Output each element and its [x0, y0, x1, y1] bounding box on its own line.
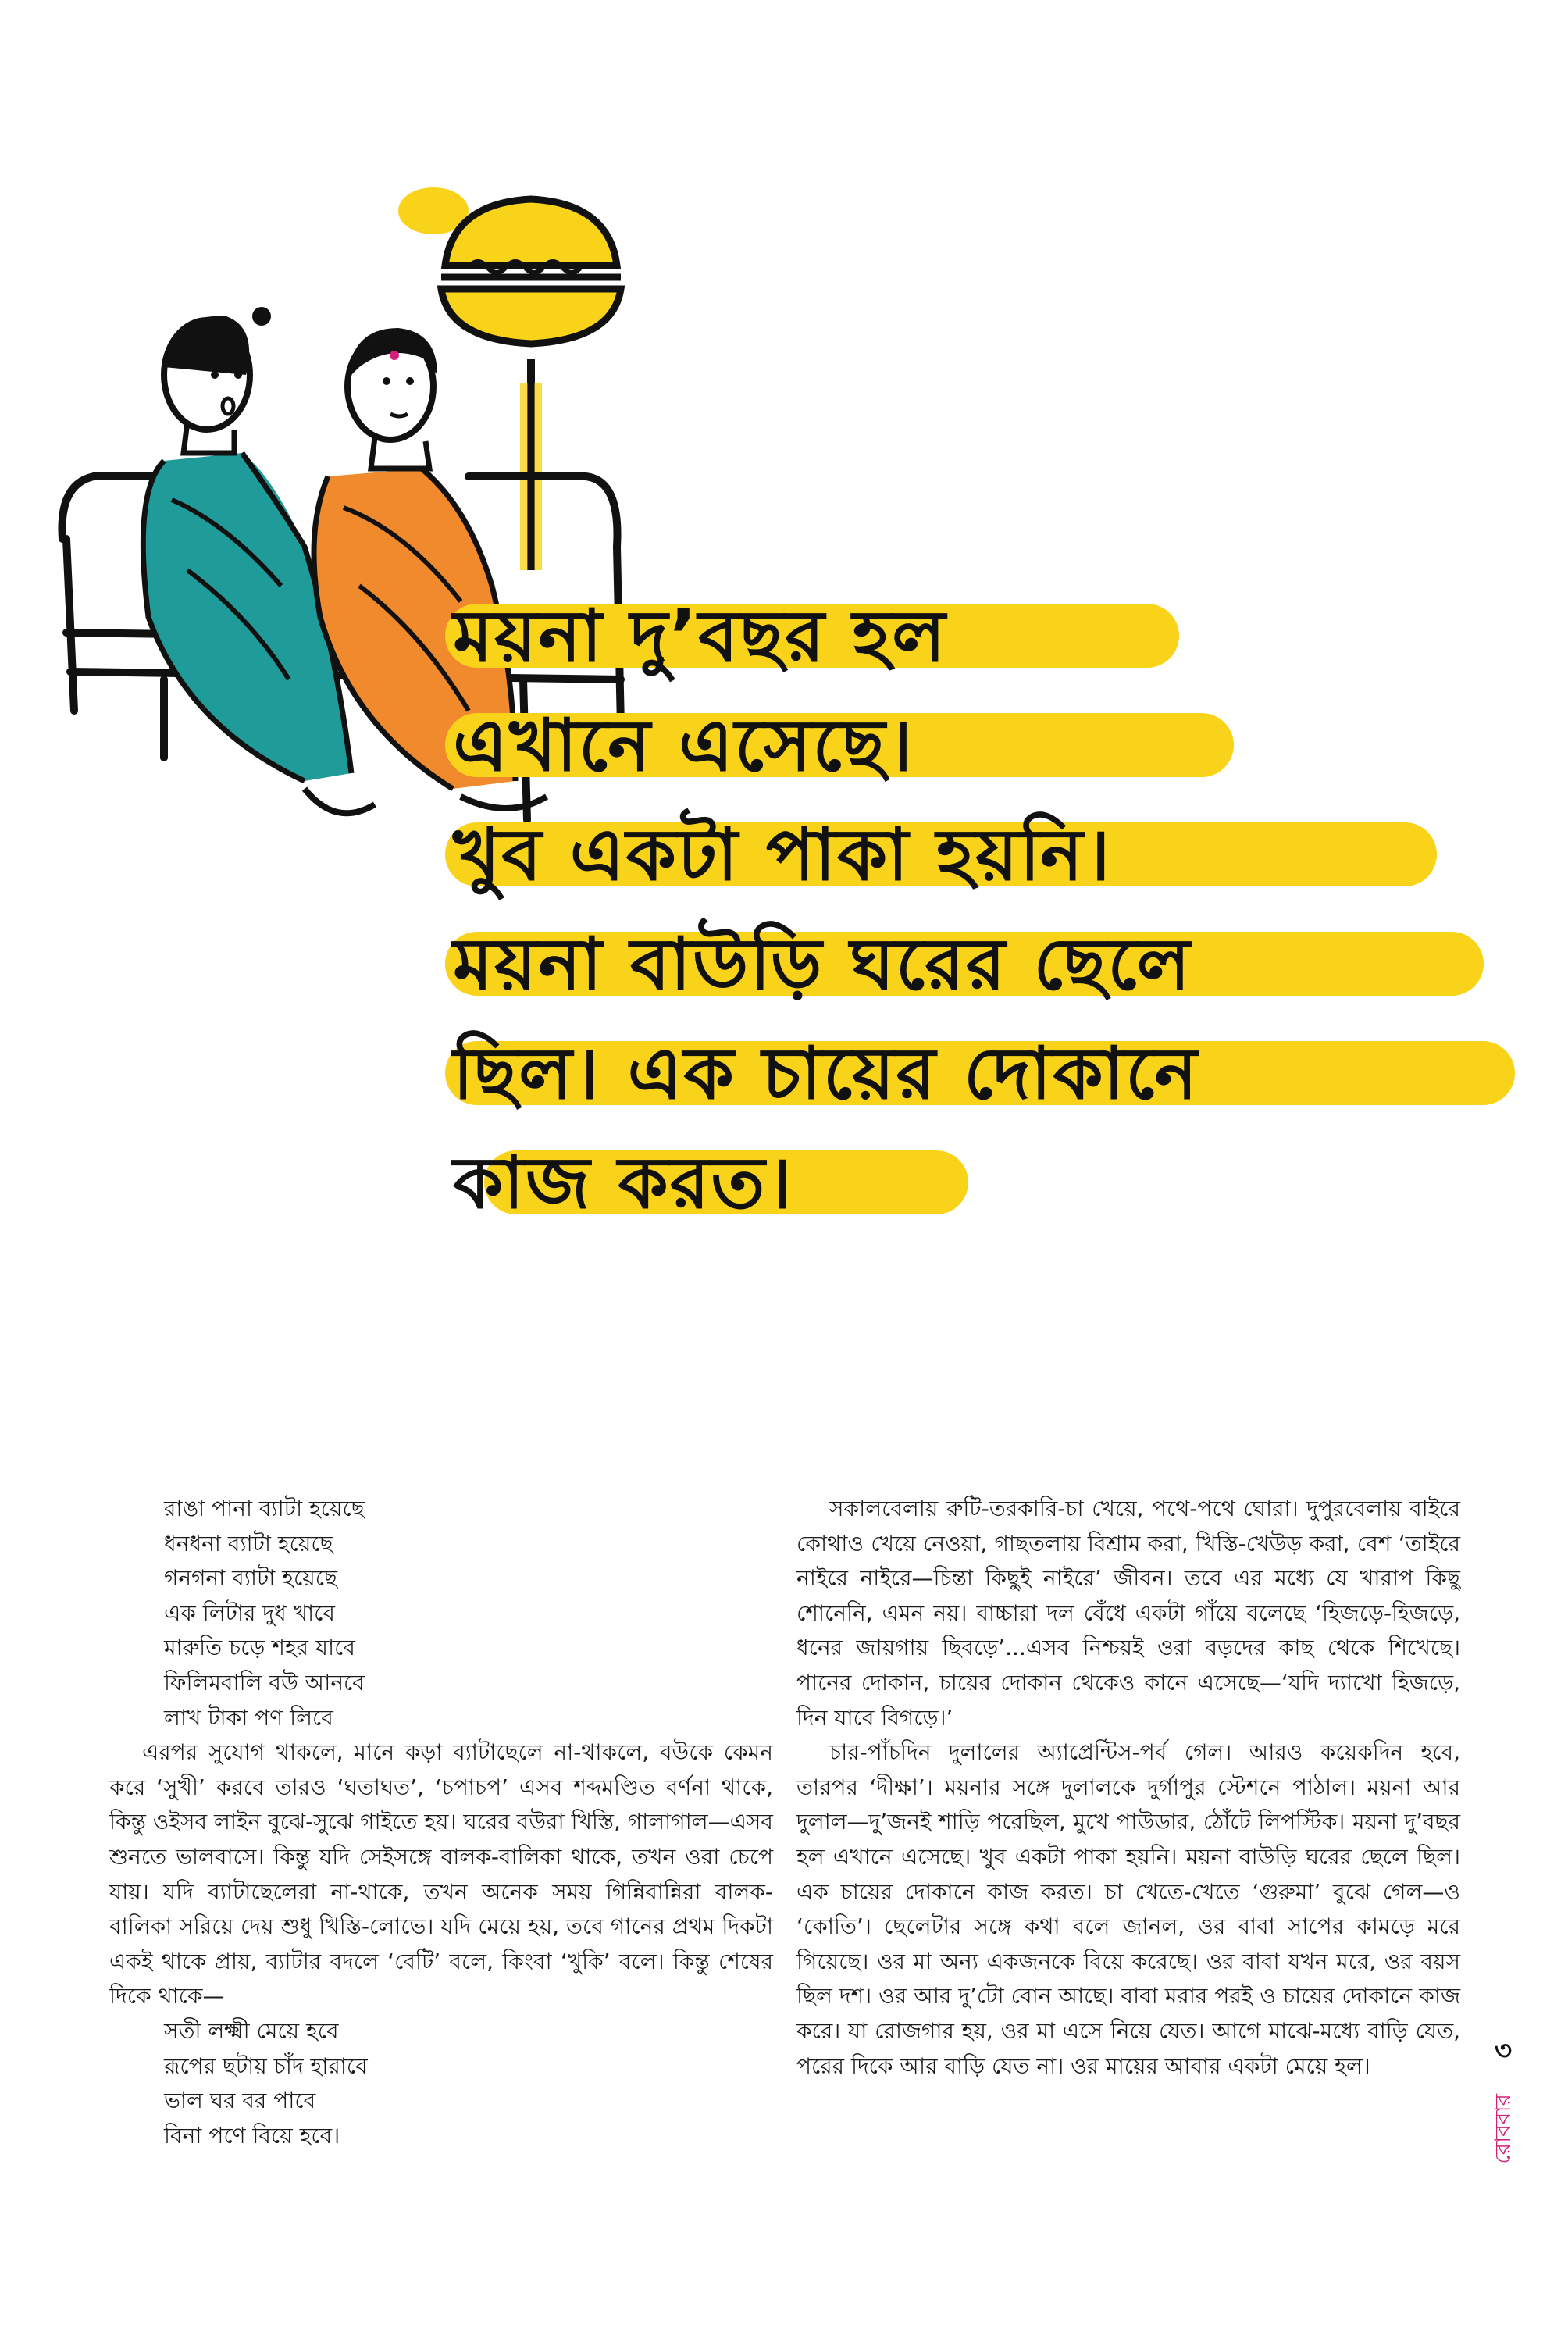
- right-column: [796, 1492, 1460, 2084]
- verse-line: ফিলিমবালি বউ আনবে: [164, 1669, 365, 1696]
- headline-text: খুব একটা পাকা হয়নি।: [453, 813, 1112, 897]
- verse-line: ধনধনা ব্যাটা হয়েছে: [164, 1530, 333, 1557]
- verse-line: রাঙা পানা ব্যাটা হয়েছে: [164, 1496, 365, 1521]
- verse-line: মারুতি চড়ে শহর যাবে: [164, 1635, 355, 1661]
- verse-line: রূপের ছটায় চাঁদ হারাবে: [164, 2052, 368, 2079]
- headline-line: [453, 1019, 1538, 1129]
- magazine-name: রোববার: [1489, 2094, 1516, 2164]
- verse-line: লাখ টাকা পণ লিবে: [164, 1704, 333, 1731]
- verse-line: গনগনা ব্যাটা হয়েছে: [164, 1565, 337, 1592]
- headline-line: [453, 910, 1538, 1019]
- headline-line: [453, 691, 1538, 801]
- page-number: ৩: [1494, 2035, 1513, 2067]
- headline-text: এখানে এসেছে।: [453, 704, 914, 787]
- body-paragraph: এরপর সুযোগ থাকলে, মানে কড়া ব্যাটাছেলে না-থাকলে, বউকে কেমন করে ‘সুখী’ করবে তারও ‘ঘতাঘত’, ‘চপাচপ’ এসব শব্দমণ্ডিত বর্ণনা থাকে, কিন্তু ওইসব লাইন বুঝে-সুঝে গাইতে হয়। ঘরের বউরা খিস্তি, গালাগাল—এসব শুনতে ভালবাসে। কিন্তু যদি সেইসঙ্গে বালক-বালিকা থাকে, তখন ওরা চেপে যায়। যদি ব্যাটাছেলেরা না-থাকে, তখন অনেক সময় গিন্নিবান্নিরা বালক-বালিকা সরিয়ে দেয় শুধু খিস্তি-লোভে। যদি মেয়ে হয়, তবে গানের প্রথম দিকটা একই থাকে প্রায়, ব্যাটার বদলে ‘বেটি’ বলে, কিংবা ‘খুকি’ বলে। কিন্তু শেষের দিকে থাকে—: [109, 1739, 773, 2009]
- headline-text: ময়না বাউড়ি ঘরের ছেলে: [453, 922, 1192, 1006]
- headline-line: [453, 801, 1538, 910]
- folio: [1484, 2031, 1523, 2226]
- verse-line: এক লিটার দুধ খাবে: [164, 1599, 335, 1626]
- body-paragraph: চার-পাঁচদিন দুলালের অ্যাপ্রেন্টিস-পর্ব গেল। আরও কয়েকদিন হবে, তারপর ‘দীক্ষা’। ময়নার সঙ্গে দুলালকে দুর্গাপুর স্টেশনে পাঠাল। ময়না আর দুলাল—দু’জনই শাড়ি পরেছিল, মুখে পাউডার, ঠোঁটে লিপস্টিক। ময়না দু’বছর হল এখানে এসেছে। খুব একটা পাকা হয়নি। ময়না বাউড়ি ঘরের ছেলে ছিল। এক চায়ের দোকানে কাজ করত। চা খেতে-খেতে ‘গুরুমা’ বুঝে গেল—ও ‘কোতি’। ছেলেটার সঙ্গে কথা বলে জানল, ওর বাবা সাপের কামড়ে মরে গিয়েছে। ওর মা অন্য একজনকে বিয়ে করেছে। ওর বাবা যখন মরে, ওর বয়স ছিল দশ। ওর আর দু’টো বোন আছে। বাবা মরার পরই ও চায়ের দোকানে কাজ করে। যা রোজগার হয়, ওর মা এসে নিয়ে যেত। আগে মাঝে-মধ্যে বাড়ি যেত, পরের দিকে আর বাড়ি যেত না। ওর মায়ের আবার একটা মেয়ে হল।: [796, 1739, 1460, 2079]
- verse-line: ভাল ঘর বর পাবে: [164, 2088, 316, 2114]
- headline-text: ছিল। এক চায়ের দোকানে: [453, 1032, 1199, 1115]
- headline-text: ময়না দু’বছর হল: [453, 594, 947, 678]
- verse-line: সতী লক্ষ্মী মেয়ে হবে: [164, 2017, 339, 2044]
- headline: [453, 582, 1538, 1238]
- verse-line: বিনা পণে বিয়ে হবে।: [164, 2122, 340, 2149]
- left-column: [109, 1492, 773, 2153]
- headline-line: [453, 582, 1538, 691]
- headline-line: [453, 1129, 1538, 1238]
- headline-text: কাজ করত।: [453, 1141, 794, 1225]
- body-paragraph: সকালবেলায় রুটি-তরকারি-চা খেয়ে, পথে-পথে ঘোরা। দুপুরবেলায় বাইরে কোথাও খেয়ে নেওয়া, গাছতলায় বিশ্রাম করা, খিস্তি-খেউড় করা, বেশ ‘তাইরে নাইরে নাইরে—চিন্তা কিছুই নাইরে’ জীবন। তবে এর মধ্যে যে খারাপ কিছু শোনেনি, এমন নয়। বাচ্চারা দল বেঁধে একটা গাঁয়ে বলেছে ‘হিজড়ে-হিজড়ে, ধনের জায়গায় ছিবড়ে’...এসব নিশ্চয়ই ওরা বড়দের কাছ থেকে শিখেছে। পানের দোকান, চায়ের দোকান থেকেও কানে এসেছে—‘যদি দ্যাখো হিজড়ে, দিন যাবে বিগড়ে।’: [796, 1496, 1460, 1731]
